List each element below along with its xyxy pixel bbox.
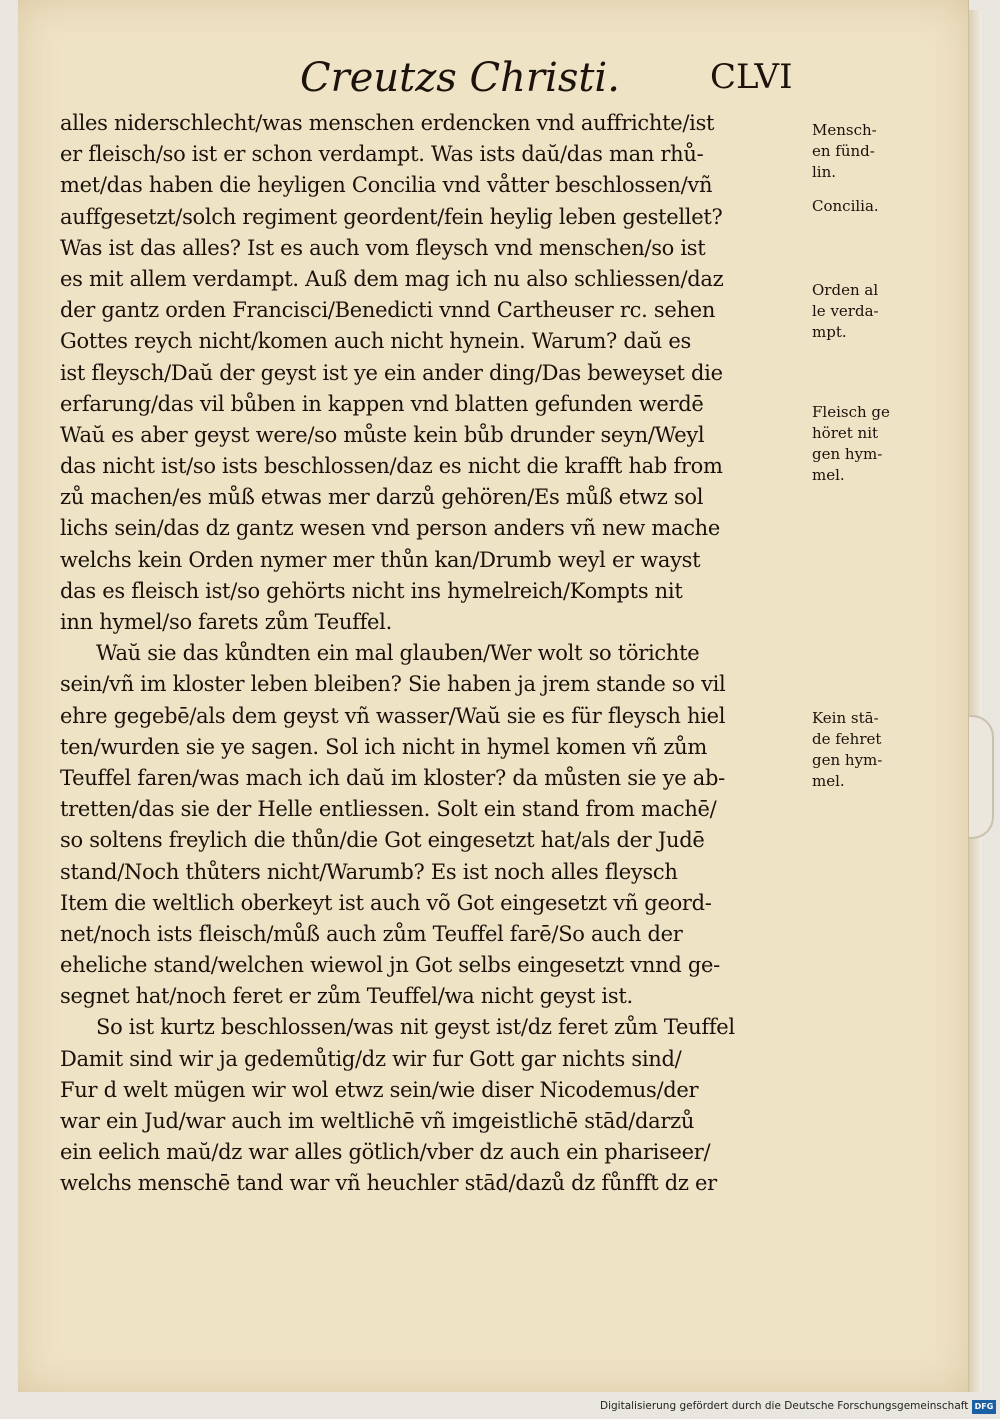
margin-note [812,402,912,486]
margin-note-line: höret nit [812,424,879,442]
text-line: auffgesetzt/solch regiment geordent/fein heylig leben gestellet? [60,204,723,229]
margin-note [812,120,912,183]
text-line: lichs sein/das dz gantz wesen vnd person anders vñ new mache [60,516,721,541]
margin-note-line: mel. [812,466,845,484]
text-line: so soltens freylich die thůn/die Got eingesetzt hat/als der Judē [60,828,705,853]
text-line: war ein Jud/war auch im weltlichē vñ imgeistlichē stād/darzů [60,1109,695,1133]
text-line: So ist kurtz beschlossen/was nit geyst ist/dz feret zům Teuffel [96,1015,735,1040]
main-text [60,108,812,1200]
text-line: net/noch ists fleisch/můß auch zům Teuffel farē/So auch der [60,921,683,946]
text-line: sein/vñ im kloster leben bleiben? Sie haben ja jrem stande so vil [60,672,726,697]
margin-note-line: Mensch- [812,121,877,139]
text-line: ehre gegebē/als dem geyst vñ wasser/Waŭ sie es für fleysch hiel [60,703,726,728]
text-line: met/das haben die heyligen Concilia vnd våtter beschlossen/vñ [60,173,713,198]
text-line: erfarung/das vil bůben in kappen vnd blatten gefunden werdē [60,391,704,416]
margin-note [812,196,912,217]
margin-note-line: mpt. [812,323,847,341]
text-line: welchs menschē tand war vñ heuchler stād/dazů dz fůnfft dz er [60,1171,717,1196]
margin-note-line: en fünd- [812,142,875,160]
page-header [300,55,820,107]
text-line: er fleisch/so ist er schon verdampt. Was ists daŭ/das man rhů- [60,142,704,167]
text-line: das es fleisch ist/so gehörts nicht ins hymelreich/Kompts nit [60,578,683,603]
text-line: Was ist das alles? Ist es auch vom fleysch vnd menschen/so ist [60,235,706,260]
margin-note-line: mel. [812,772,845,790]
margin-note [812,280,912,343]
text-line: Damit sind wir ja gedemůtig/dz wir fur Gott gar nichts sind/ [60,1046,682,1071]
text-line: inn hymel/so farets zům Teuffel. [60,610,392,634]
text-line: Waŭ sie das kůndten ein mal glauben/Wer wolt so törichte [96,641,700,666]
text-line: es mit allem verdampt. Auß dem mag ich nu also schliessen/daz [60,266,724,291]
text-line: ist fleysch/Daŭ der geyst ist ye ein ander ding/Das beweyset die [60,360,723,385]
dfg-logo: DFG [972,1400,996,1414]
margin-note-line: Concilia. [812,197,879,215]
text-line: stand/Noch thůters nicht/Warumb? Es ist noch alles fleysch [60,859,678,884]
margin-note-line: Kein stā- [812,709,879,727]
text-line: Fur d welt mügen wir wol etwz sein/wie diser Nicodemus/der [60,1077,699,1102]
text-line: tretten/das sie der Helle entliessen. Solt ein stand from machē/ [60,797,717,822]
text-line: das nicht ist/so ists beschlossen/daz es nicht die krafft hab from [60,454,723,479]
folio-number: CLVI [710,57,793,97]
text-line: ein eelich maŭ/dz war alles götlich/vber dz auch ein phariseer/ [60,1140,711,1165]
text-line: ten/wurden sie ye sagen. Sol ich nicht in hymel komen vñ zům [60,734,707,759]
text-line: welchs kein Orden nymer mer thůn kan/Drumb weyl er wayst [60,547,701,572]
running-title: Creutzs Christi. [300,55,620,101]
digitization-credit: Digitalisierung gefördert durch die Deutsche Forschungsgemeinschaft [600,1400,969,1412]
page-edge [968,10,982,1392]
text-line: Teuffel faren/was mach ich daŭ im kloster? da můsten sie ye ab- [60,765,725,790]
text-line: Gottes reych nicht/komen auch nicht hynein. Warum? daŭ es [60,329,691,354]
text-line: zů machen/es můß etwas mer darzů gehören/Es můß etwz sol [60,485,704,510]
text-line: Item die weltlich oberkeyt ist auch võ Got eingesetzt vñ geord- [60,890,712,915]
text-line: der gantz orden Francisci/Benedicti vnnd Carthеuser rc. sehen [60,298,716,323]
text-line: eheliche stand/welchen wiewol jn Got selbs eingesetzt vnnd ge- [60,953,720,978]
margin-note-line: Orden al [812,281,879,299]
text-line: alles niderschlecht/was menschen erdencken vnd auffrichte/ist [60,111,715,135]
margin-note [812,708,912,792]
margin-note-line: de fehret [812,730,882,748]
margin-note-line: lin. [812,163,837,181]
margin-note-line: Fleisch ge [812,403,890,421]
margin-note-line: gen hym- [812,751,883,769]
margin-note-line: gen hym- [812,445,883,463]
text-line: Waŭ es aber geyst were/so můste kein bůb drunder seyn/Weyl [60,422,705,447]
margin-note-line: le verda- [812,302,879,320]
text-line: segnet hat/noch feret er zům Teuffel/wa nicht geyst ist. [60,984,633,1009]
